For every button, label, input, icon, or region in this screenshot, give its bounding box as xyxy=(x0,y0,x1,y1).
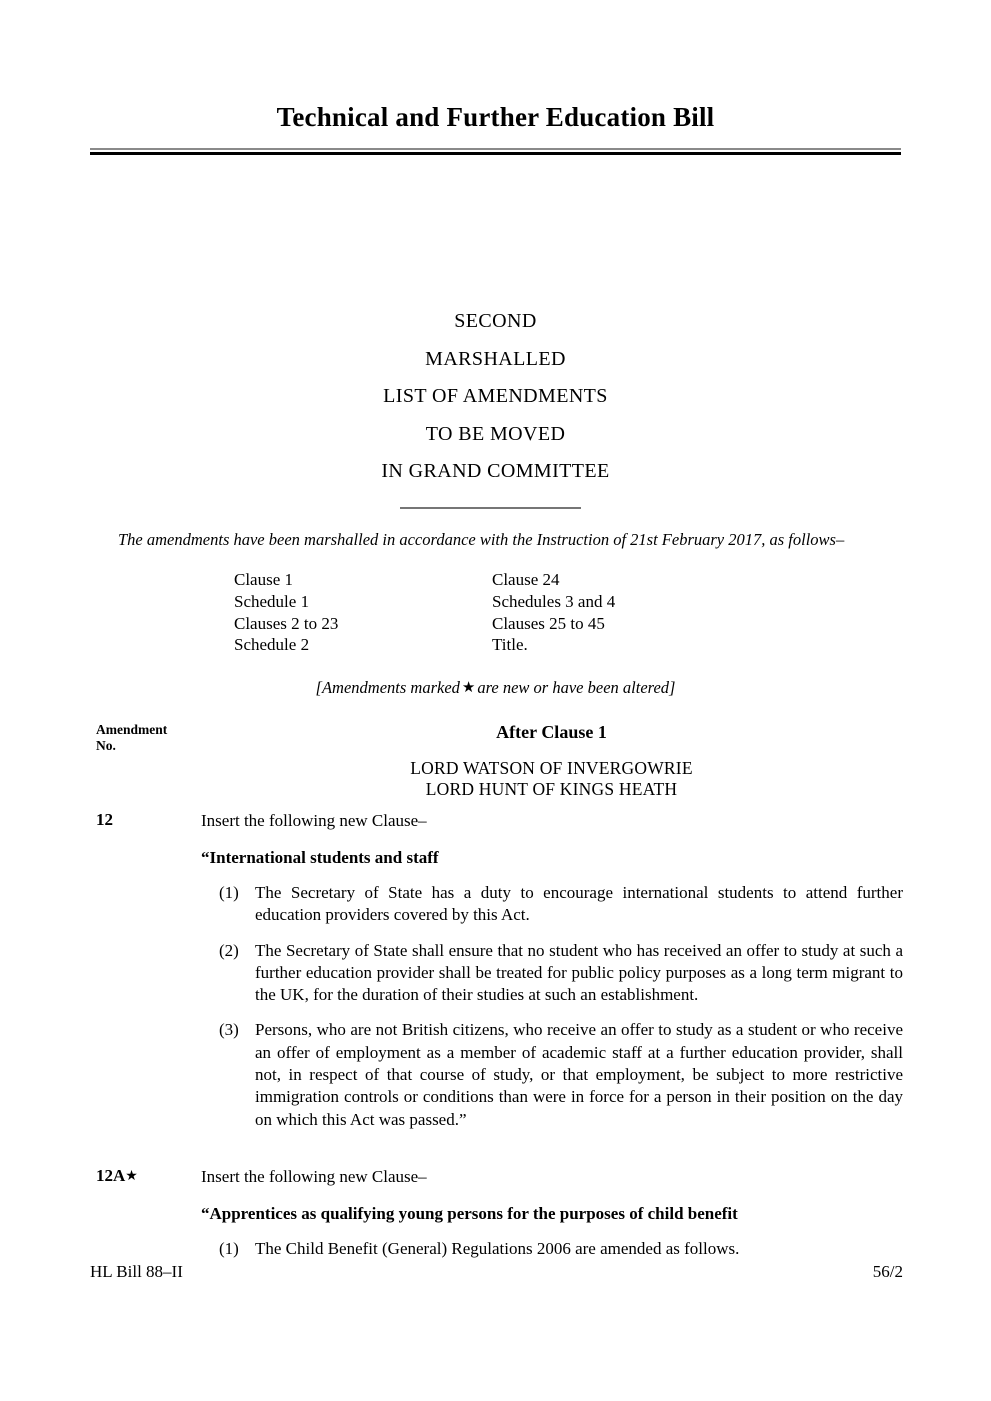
clause-order-right: Schedules 3 and 4 xyxy=(492,591,616,611)
section-divider-rule xyxy=(400,507,581,509)
clause-order-list xyxy=(234,569,694,656)
amendment-number-text: 12 xyxy=(96,810,113,829)
subparagraph-marker: (3) xyxy=(219,1020,239,1040)
clause-order-right: Title. xyxy=(492,635,528,655)
amendment-body xyxy=(201,810,903,1131)
subparagraph-text: The Secretary of State has a duty to encourage international students to attend further education providers covered by this Act. xyxy=(255,883,903,925)
amendment-subparagraph xyxy=(201,1019,903,1130)
heading-line-4: TO BE MOVED xyxy=(425,422,566,445)
amendment-clause-title: “International students and staff xyxy=(201,848,439,867)
clause-order-right: Clauses 25 to 45 xyxy=(492,613,605,633)
subparagraph-text: The Secretary of State shall ensure that no student who has received an offer to study at such a further education provider shall be treated for public policy purposes as a long term migrant to the UK, for the duration of their studies at such an establishment. xyxy=(255,940,903,1005)
star-note xyxy=(90,678,901,698)
amendment-number xyxy=(96,1166,196,1186)
page-footer xyxy=(90,1262,903,1282)
instruction-paragraph: The amendments have been marshalled in accordance with the Instruction of 21st February 2017, as follows– xyxy=(118,530,845,549)
amendment-lead-in: Insert the following new Clause– xyxy=(201,1167,427,1186)
subparagraph-marker: (1) xyxy=(219,1239,239,1258)
marshalled-list-heading xyxy=(90,303,901,491)
heading-line-3: LIST OF AMENDMENTS xyxy=(383,385,608,407)
section-heading: After Clause 1 xyxy=(496,722,607,742)
amendment-subparagraph xyxy=(201,940,903,1007)
page-title: Technical and Further Education Bill xyxy=(276,102,715,132)
star-note-after: are new or have been altered] xyxy=(477,678,676,697)
clause-order-left: Clauses 2 to 23 xyxy=(234,613,339,633)
amendment-body xyxy=(201,1166,903,1260)
footer-bill-reference: HL Bill 88–II xyxy=(90,1262,183,1281)
amendment-number xyxy=(96,810,196,830)
mover-name: LORD HUNT OF KINGS HEATH xyxy=(425,778,678,799)
subparagraph-marker: (2) xyxy=(219,940,239,960)
title-rule xyxy=(90,148,901,155)
clause-order-row xyxy=(234,613,694,635)
heading-line-1: SECOND xyxy=(454,310,537,332)
section-movers xyxy=(200,758,903,799)
subparagraph-text: Persons, who are not British citizens, who receive an offer to study as a student or who receive an offer of employment as a member of academic staff at a further education provider, shall not, in respect of that course of study, or that employment, be subject to more restrictive immigration controls or conditions than were in force for a person in their position on the day on which this Act was passed.” xyxy=(255,1020,903,1129)
subparagraph-text: The Child Benefit (General) Regulations 2006 are amended as follows. xyxy=(255,1239,740,1258)
amendment-no-label-line2: No. xyxy=(96,737,116,753)
clause-order-row xyxy=(234,569,694,591)
amendment-star-icon: ★ xyxy=(125,1169,138,1184)
clause-order-row xyxy=(234,634,694,656)
amendment-no-label-line1: Amendment xyxy=(96,722,168,737)
mover-name: LORD WATSON OF INVERGOWRIE xyxy=(410,758,693,778)
clause-order-left: Clause 1 xyxy=(234,570,294,589)
amendment-clause-title: “Apprentices as qualifying young persons for the purposes of child benefit xyxy=(201,1204,738,1223)
amendment-lead-in: Insert the following new Clause– xyxy=(201,811,427,830)
amendment-subparagraph xyxy=(201,1238,903,1260)
clause-order-left: Schedule 2 xyxy=(234,635,310,655)
heading-line-2: MARSHALLED xyxy=(425,347,566,370)
heading-line-5: IN GRAND COMMITTEE xyxy=(381,460,610,482)
star-note-before: [Amendments marked xyxy=(315,678,460,697)
subparagraph-marker: (1) xyxy=(219,883,239,902)
title-rule-thick xyxy=(90,152,901,155)
amendment-number-text: 12A xyxy=(96,1166,126,1185)
amendment-no-label xyxy=(96,722,196,753)
clause-order-right: Clause 24 xyxy=(492,570,560,589)
star-icon: ★ xyxy=(461,680,476,696)
clause-order-left: Schedule 1 xyxy=(234,591,310,611)
clause-order-row xyxy=(234,591,694,613)
footer-page-number: 56/2 xyxy=(872,1262,903,1281)
amendment-subparagraph xyxy=(201,882,903,927)
